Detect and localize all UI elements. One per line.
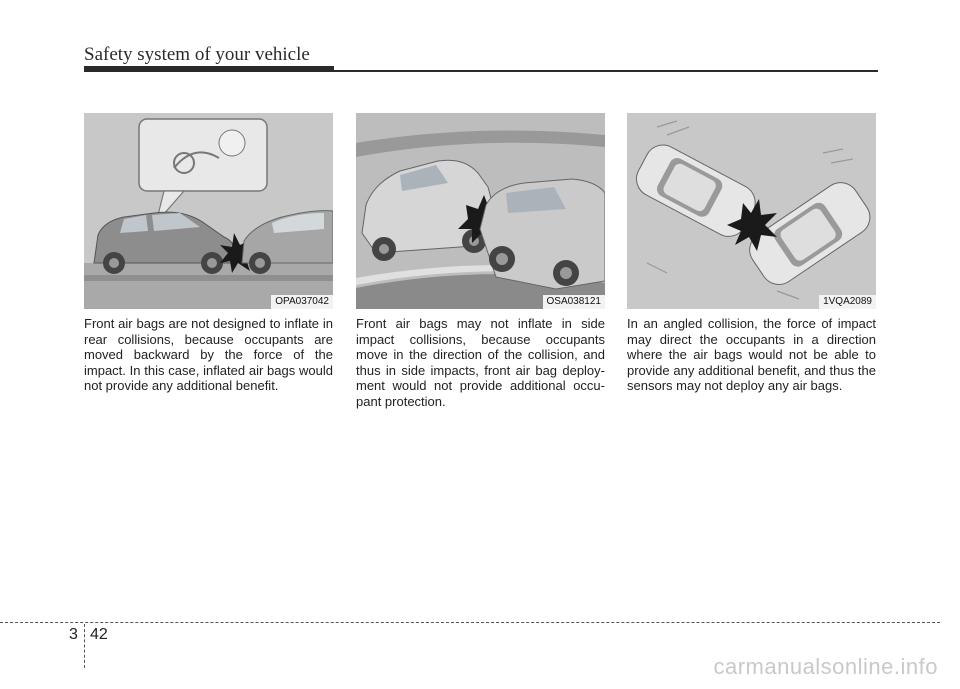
page-header-title: Safety system of your vehicle — [84, 44, 310, 65]
rear-collision-illustration — [84, 113, 333, 309]
caption-rear-collision: Front air bags are not designed to inflate in rear collisions, because occupants are moved backward by the force of the impact. In this case, inflated air bags would not provide any additional benefit. — [84, 316, 333, 394]
header-rule-thin — [334, 70, 878, 72]
footer-dashed-rule — [0, 622, 940, 623]
header-rule-thick — [84, 66, 334, 72]
caption-angled-collision: In an angled collision, the force of impact may direct the occupants in a direction where the air bags would not be able to provide any additional benefit, and thus the sensors may not deploy any air bags. — [627, 316, 876, 394]
caption-side-collision: Front air bags may not inflate in side impact collisions, because occupants move in the direction of the collision, and thus in side impacts, front air bag deploy-ment would not provide additional occu-pant protection. — [356, 316, 605, 409]
figure-side-collision — [356, 113, 605, 309]
page-number: 42 — [90, 626, 108, 643]
figure-code-label: OPA037042 — [271, 295, 333, 309]
angled-collision-illustration — [627, 113, 876, 309]
footer-vertical-dashed-rule — [84, 624, 85, 668]
side-collision-illustration — [356, 113, 605, 309]
figure-angled-collision — [627, 113, 876, 309]
figure-code-label: OSA038121 — [543, 295, 606, 309]
figure-code-label: 1VQA2089 — [819, 295, 876, 309]
chapter-number: 3 — [69, 626, 78, 643]
figure-rear-collision — [84, 113, 333, 309]
watermark: carmanualsonline.info — [713, 654, 938, 679]
